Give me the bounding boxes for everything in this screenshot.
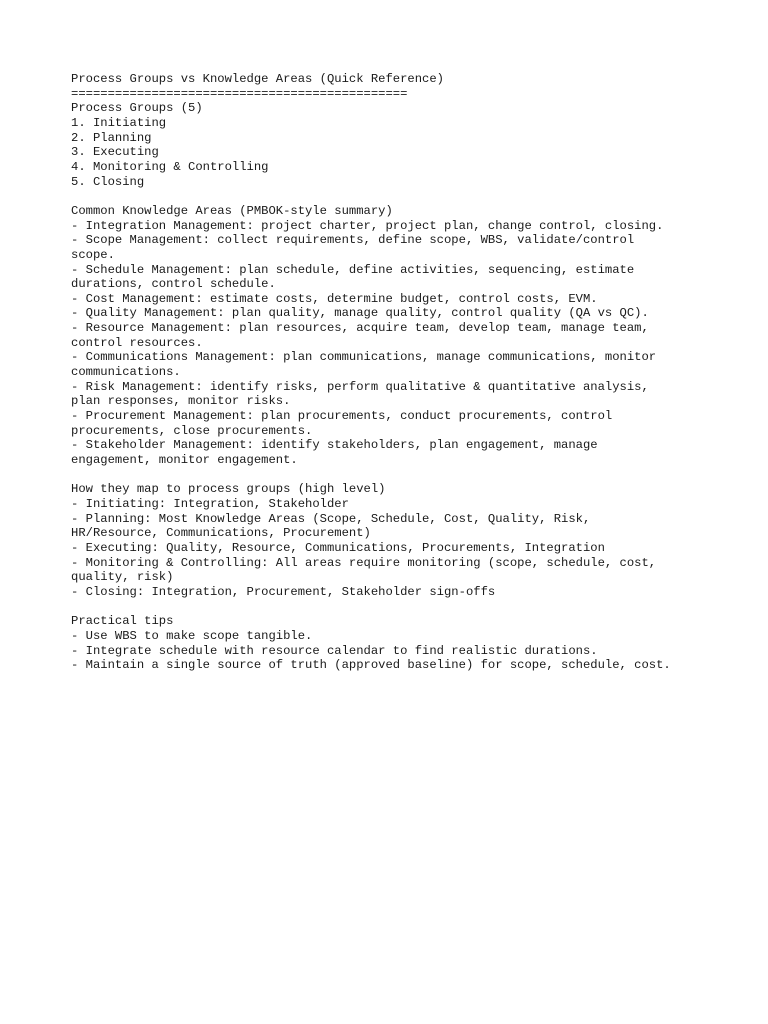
mapping-line: HR/Resource, Communications, Procurement)	[71, 526, 371, 541]
document-page	[71, 72, 751, 673]
document-title: Process Groups vs Knowledge Areas (Quick Reference)	[71, 72, 444, 86]
mapping-line: - Initiating: Integration, Stakeholder	[71, 497, 349, 511]
tips-heading: Practical tips	[71, 614, 174, 629]
process-groups-heading: Process Groups (5)	[71, 101, 203, 116]
mapping-line: - Executing: Quality, Resource, Communications, Procurements, Integration	[71, 540, 605, 555]
process-group-item: 3. Executing	[71, 145, 159, 160]
title-underline-rule: ==============================================	[71, 86, 408, 101]
tip-line: - Maintain a single source of truth (approved baseline) for scope, schedule, cost.	[71, 658, 671, 673]
process-group-item: 1. Initiating	[71, 115, 167, 130]
mapping-line: - Monitoring & Controlling: All areas require monitoring (scope, schedule, cost,	[71, 555, 657, 570]
mapping-heading: How they map to process groups (high level)	[71, 482, 386, 497]
knowledge-area-line: communications.	[71, 365, 181, 380]
mapping-line: - Planning: Most Knowledge Areas (Scope, Schedule, Cost, Quality, Risk,	[71, 511, 591, 526]
knowledge-area-line: engagement, monitor engagement.	[71, 453, 298, 468]
knowledge-area-line: - Communications Management: plan communications, manage communications, monitor	[71, 350, 657, 365]
mapping-line: - Closing: Integration, Procurement, Stakeholder sign-offs	[71, 584, 496, 599]
mapping-line: quality, risk)	[71, 570, 174, 585]
knowledge-area-line: plan responses, monitor risks.	[71, 394, 291, 409]
knowledge-area-line: - Stakeholder Management: identify stakeholders, plan engagement, manage	[71, 438, 598, 453]
knowledge-area-line: - Cost Management: estimate costs, determine budget, control costs, EVM.	[71, 291, 598, 306]
knowledge-area-line: - Procurement Management: plan procurements, conduct procurements, control	[71, 409, 613, 424]
knowledge-areas-heading: Common Knowledge Areas (PMBOK-style summary)	[71, 203, 393, 218]
knowledge-area-line: scope.	[71, 247, 115, 262]
knowledge-area-line: - Scope Management: collect requirements, define scope, WBS, validate/control	[71, 233, 635, 248]
process-group-item: 2. Planning	[71, 130, 152, 145]
knowledge-area-line: - Integration Management: project charter, project plan, change control, closing.	[71, 218, 664, 233]
section-spacer	[71, 600, 751, 615]
knowledge-area-line: procurements, close procurements.	[71, 423, 313, 438]
process-group-item: 5. Closing	[71, 174, 145, 189]
knowledge-area-line: control resources.	[71, 335, 203, 350]
section-spacer	[71, 189, 751, 204]
knowledge-area-line: durations, control schedule.	[71, 277, 276, 292]
tip-line: - Integrate schedule with resource calendar to find realistic durations.	[71, 643, 598, 658]
knowledge-area-line: - Resource Management: plan resources, acquire team, develop team, manage team,	[71, 321, 649, 336]
section-spacer	[71, 468, 751, 483]
knowledge-area-line: - Schedule Management: plan schedule, define activities, sequencing, estimate	[71, 262, 635, 277]
tip-line: - Use WBS to make scope tangible.	[71, 628, 313, 643]
process-group-item: 4. Monitoring & Controlling	[71, 159, 269, 174]
knowledge-area-line: - Risk Management: identify risks, perform qualitative & quantitative analysis,	[71, 379, 649, 394]
knowledge-area-line: - Quality Management: plan quality, manage quality, control quality (QA vs QC).	[71, 306, 649, 321]
